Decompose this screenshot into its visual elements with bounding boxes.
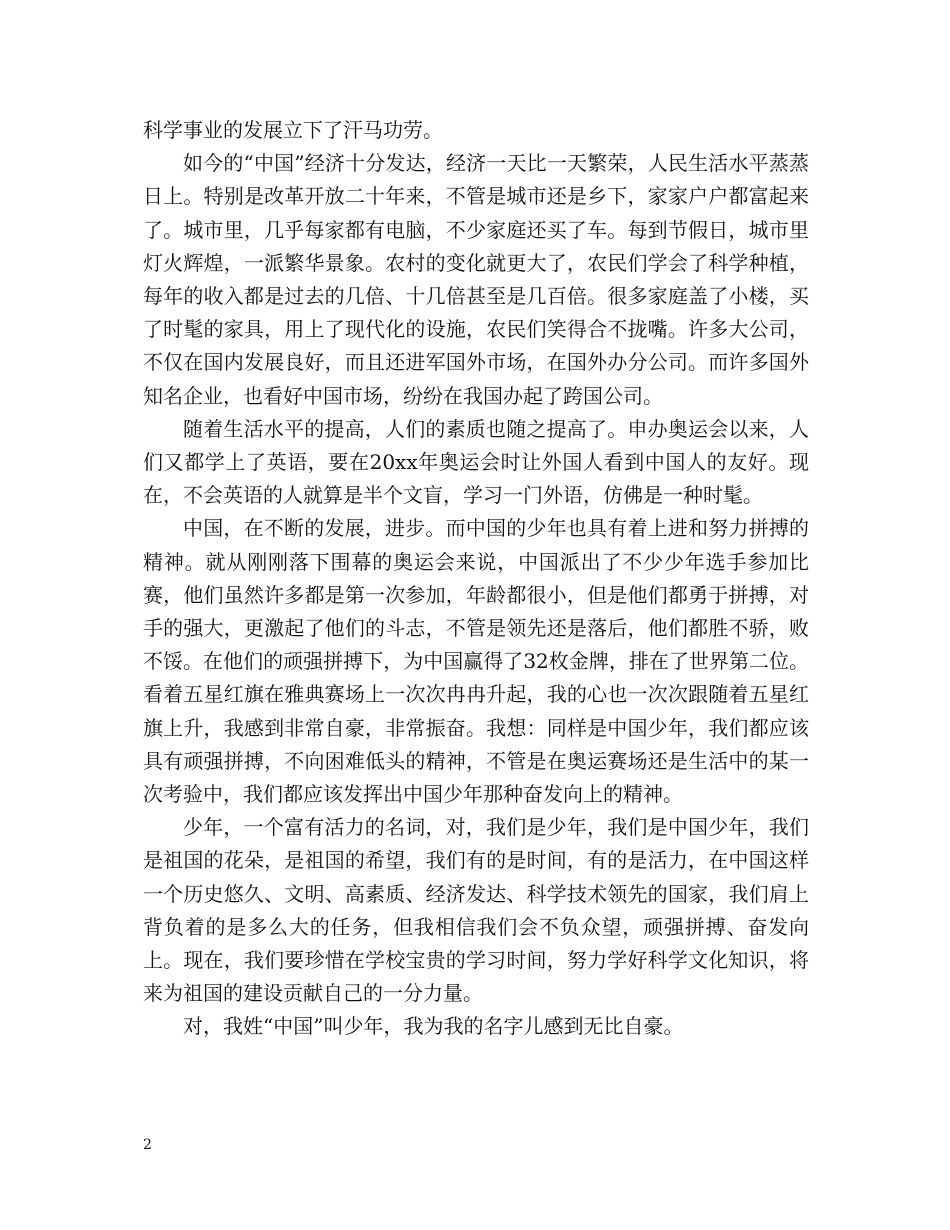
paragraph-youth: 少年，一个富有活力的名词，对，我们是少年，我们是中国少年，我们是祖国的花朵，是祖国的希望，我们有的是时间，有的是活力，在中国这样一个历史悠久、文明、高素质、经济发达、科学技术领先的国家，我们肩上背负着的是多么大的任务，但我相信我们会不负众望，顽强拼搏、奋发向上。现在，我们要珍惜在学校宝贵的学习时间，努力学好科学文化知识，将来为祖国的建设贡献自己的一分力量。 — [143, 815, 809, 1006]
page-number: 2 — [143, 1137, 152, 1153]
paragraph-economy: 如今的“中国”经济十分发达，经济一天比一天繁荣，人民生活水平蒸蒸日上。特别是改革开放二十年来，不管是城市还是乡下，家家户户都富起来了。城市里，几乎每家都有电脑，不少家庭还买了车。每到节假日，城市里灯火辉煌，一派繁华景象。农村的变化就更大了，农民们学会了科学种植，每年的收入都是过去的几倍、十几倍甚至是几百倍。很多家庭盖了小楼，买了时髦的家具，用上了现代化的设施，农民们笑得合不拢嘴。许多大公司，不仅在国内发展良好，而且还进军国外市场，在国外办分公司。而许多国外知名企业，也看好中国市场，纷纷在我国办起了跨国公司。 — [143, 151, 809, 408]
paragraph-continuation: 科学事业的发展立下了汗马功劳。 — [143, 118, 443, 142]
paragraph-olympics: 中国，在不断的发展，进步。而中国的少年也具有着上进和努力拼搏的精神。就从刚刚落下围幕的奥运会来说，中国派出了不少少年选手参加比赛，他们虽然许多都是第一次参加，年龄都很小，但是他们都勇于拼搏，对手的强大，更激起了他们的斗志，不管是领先还是落后，他们都胜不骄，败不馁。在他们的顽强拼搏下，为中国赢得了32枚金牌，排在了世界第二位。看着五星红旗在雅典赛场上一次次冉冉升起，我的心也一次次跟随着五星红旗上升，我感到非常自豪，非常振奋。我想：同样是中国少年，我们都应该具有顽强拼搏，不向困难低头的精神，不管是在奥运赛场还是生活中的某一次考验中，我们都应该发挥出中国少年那种奋发向上的精神。 — [143, 516, 809, 807]
paragraph-quality: 随着生活水平的提高，人们的素质也随之提高了。申办奥运会以来，人们又都学上了英语，要在20xx年奥运会时让外国人看到中国人的友好。现在，不会英语的人就算是半个文盲，学习一门外语，仿佛是一种时髦。 — [143, 416, 809, 508]
document-body — [143, 114, 809, 1044]
paragraph-closing: 对，我姓“中国”叫少年，我为我的名字儿感到无比自豪。 — [183, 1014, 684, 1039]
